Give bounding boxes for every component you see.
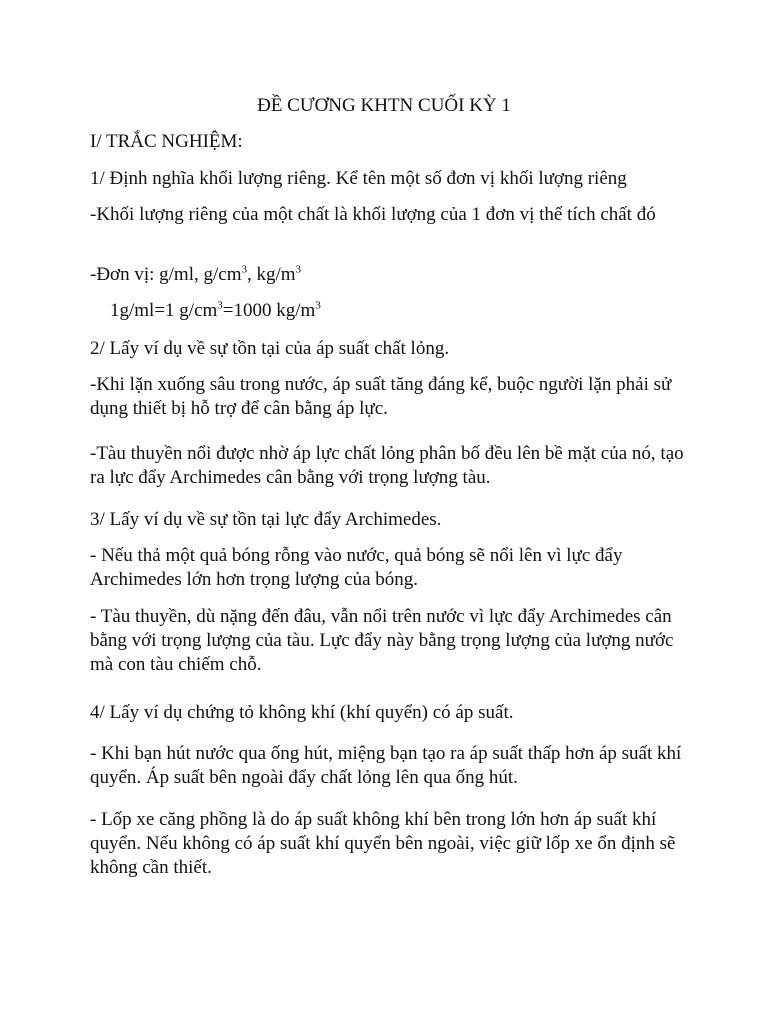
section-heading: I/ TRẮC NGHIỆM: — [90, 131, 243, 152]
document-title: ĐỀ CƯƠNG KHTN CUỐI KỲ 1 — [257, 95, 511, 116]
answer-1-conversion — [110, 299, 710, 323]
question-3: 3/ Lấy ví dụ về sự tồn tại lực đẩy Archimedes. — [90, 509, 442, 530]
units-superscript-2: 3 — [295, 263, 302, 276]
conversion-superscript-2: 3 — [315, 299, 321, 312]
answer-2-example-1: -Khi lặn xuống sâu trong nước, áp suất tăng đáng kể, buộc người lặn phải sử dụng thiết bị hỗ trợ để cân bằng áp lực. — [90, 374, 672, 419]
conversion-superscript-1: 3 — [217, 299, 223, 312]
answer-1-definition: -Khối lượng riêng của một chất là khối lượng của 1 đơn vị thể tích chất đó — [90, 204, 656, 225]
conversion-part-b: =1000 kg/m — [222, 300, 316, 321]
answer-4-example-1: - Khi bạn hút nước qua ống hút, miệng bạn tạo ra áp suất thấp hơn áp suất khí quyển. Áp suất bên ngoài đẩy chất lỏng lên qua ống hút. — [90, 743, 682, 788]
answer-1-units — [90, 263, 690, 287]
units-middle: , kg/m — [246, 264, 296, 285]
units-superscript-1: 3 — [241, 263, 247, 276]
conversion-part-a: 1g/ml=1 g/cm — [110, 300, 218, 321]
question-1: 1/ Định nghĩa khối lượng riêng. Kể tên một số đơn vị khối lượng riêng — [90, 168, 627, 189]
answer-4-example-2: - Lốp xe căng phồng là do áp suất không khí bên trong lớn hơn áp suất khí quyển. Nếu không có áp suất khí quyển bên ngoài, việc giữ lốp xe ổn định sẽ không cần thiết. — [90, 809, 676, 878]
question-2: 2/ Lấy ví dụ về sự tồn tại của áp suất chất lỏng. — [90, 338, 450, 359]
answer-3-example-1: - Nếu thả một quả bóng rỗng vào nước, quả bóng sẽ nổi lên vì lực đẩy Archimedes lớn hơn trọng lượng của bóng. — [90, 545, 623, 590]
answer-3-example-2: - Tàu thuyền, dù nặng đến đâu, vẫn nổi trên nước vì lực đẩy Archimedes cân bằng với trọng lượng của tàu. Lực đẩy này bằng trọng lượng của lượng nước mà con tàu chiếm chỗ. — [90, 606, 674, 675]
units-prefix: -Đơn vị: g/ml, g/cm — [90, 264, 242, 285]
question-4: 4/ Lấy ví dụ chứng tỏ không khí (khí quyển) có áp suất. — [90, 702, 514, 723]
answer-2-example-2: -Tàu thuyền nổi được nhờ áp lực chất lỏng phân bố đều lên bề mặt của nó, tạo ra lực đẩy Archimedes cân bằng với trọng lượng tàu. — [90, 443, 684, 488]
